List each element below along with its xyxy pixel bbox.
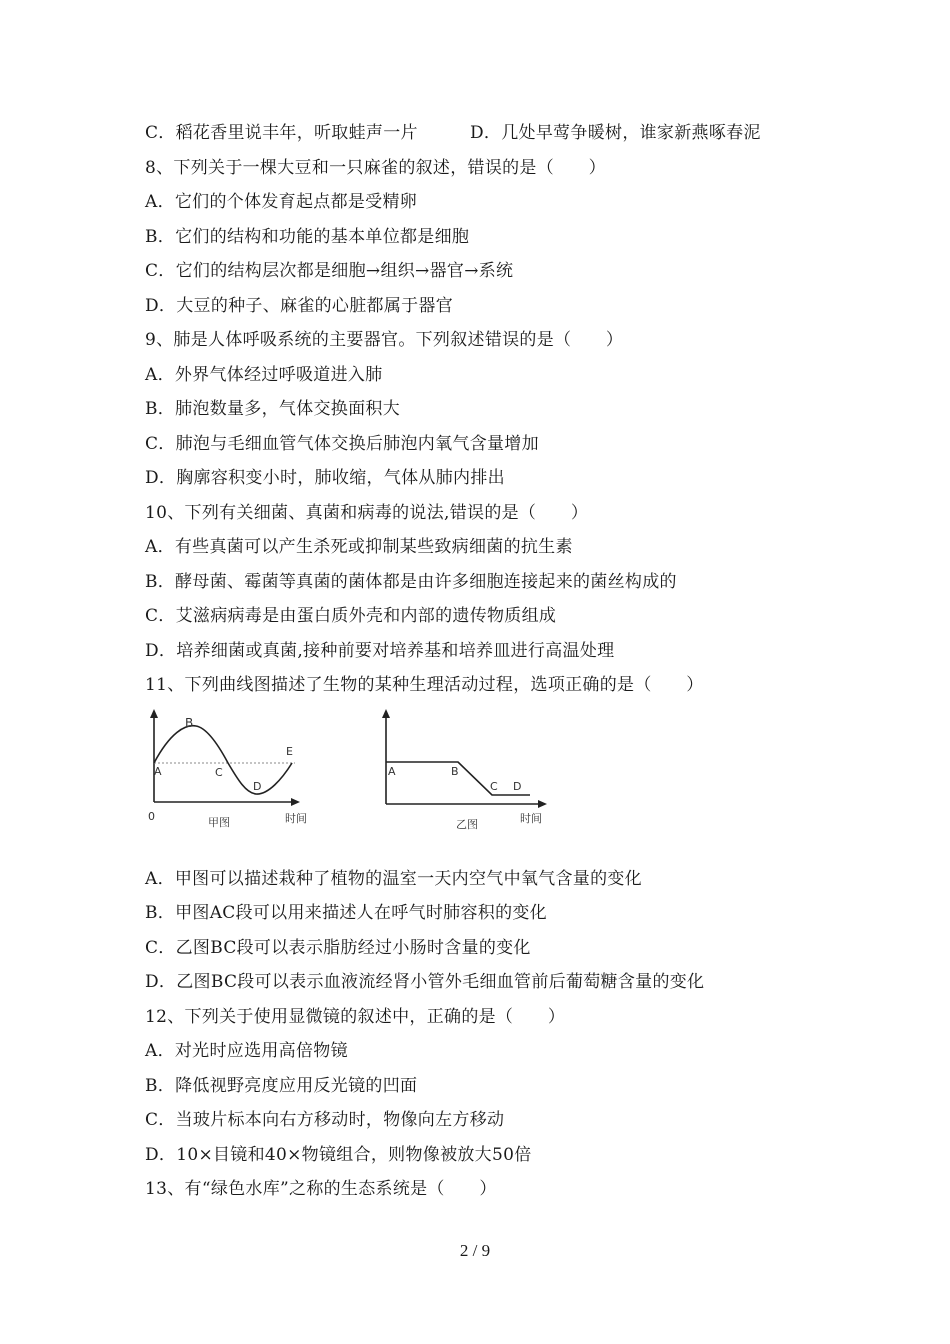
q8-stem: 8、下列关于一棵大豆和一只麻雀的叙述，错误的是（ ） <box>145 158 606 178</box>
jia-caption: 甲图 <box>208 816 230 829</box>
jia-x-arrow <box>291 798 300 806</box>
q10-option-c: C．艾滋病病毒是由蛋白质外壳和内部的遗传物质组成 <box>145 606 557 626</box>
yi-x-arrow <box>538 800 547 808</box>
yi-point-b: B <box>451 765 459 778</box>
q11-option-b: B．甲图AC段可以用来描述人在呼气时肺容积的变化 <box>145 903 547 923</box>
q12-option-c: C．当玻片标本向右方移动时，物像向左方移动 <box>145 1110 505 1130</box>
q11-option-c: C．乙图BC段可以表示脂肪经过小肠时含量的变化 <box>145 938 531 958</box>
q7-option-c: C．稻花香里说丰年，听取蛙声一片 <box>145 123 418 143</box>
graph-yi <box>382 709 547 831</box>
jia-origin: 0 <box>148 810 155 823</box>
q9-option-a: A．外界气体经过呼吸道进入肺 <box>145 365 383 385</box>
q7-option-d: D．几处早莺争暖树，谁家新燕啄春泥 <box>470 123 761 143</box>
jia-point-e: E <box>286 745 293 758</box>
q13-stem: 13、有“绿色水库”之称的生态系统是（ ） <box>145 1179 497 1199</box>
jia-point-b: B <box>185 716 194 730</box>
jia-curve <box>154 726 292 794</box>
jia-point-a: A <box>154 765 162 778</box>
q8-option-b: B．它们的结构和功能的基本单位都是细胞 <box>145 227 470 247</box>
yi-y-arrow <box>382 709 390 718</box>
q9-option-b: B．肺泡数量多，气体交换面积大 <box>145 399 400 419</box>
yi-point-a: A <box>388 765 396 778</box>
q11-option-d: D．乙图BC段可以表示血液流经肾小管外毛细血管前后葡萄糖含量的变化 <box>145 972 705 992</box>
q9-option-d: D．胸廓容积变小时，肺收缩，气体从肺内排出 <box>145 468 505 488</box>
jia-y-arrow <box>150 709 158 718</box>
q11-stem: 11、下列曲线图描述了生物的某种生理活动过程，选项正确的是（ ） <box>145 675 704 695</box>
jia-x-label: 时间 <box>285 812 307 825</box>
page-number: 2 / 9 <box>459 1241 491 1260</box>
jia-point-c: C <box>215 766 223 779</box>
q11-option-a: A．甲图可以描述栽种了植物的温室一天内空气中氧气含量的变化 <box>145 869 642 889</box>
q11-curve-figure <box>140 700 570 835</box>
q9-option-c: C．肺泡与毛细血管气体交换后肺泡内氧气含量增加 <box>145 434 539 454</box>
q12-option-d: D．10×目镜和40×物镜组合，则物像被放大50倍 <box>145 1145 532 1165</box>
q10-option-b: B．酵母菌、霉菌等真菌的菌体都是由许多细胞连接起来的菌丝构成的 <box>145 572 677 592</box>
jia-point-d: D <box>253 780 262 793</box>
q8-option-a: A．它们的个体发育起点都是受精卵 <box>145 192 418 212</box>
graph-jia <box>148 709 307 829</box>
q10-option-d: D．培养细菌或真菌,接种前要对培养基和培养皿进行高温处理 <box>145 641 615 661</box>
q8-option-c: C．它们的结构层次都是细胞→组织→器官→系统 <box>145 261 514 281</box>
q8-option-d: D．大豆的种子、麻雀的心脏都属于器官 <box>145 296 454 316</box>
yi-point-c: C <box>490 780 498 793</box>
yi-caption: 乙图 <box>456 818 478 831</box>
q12-option-a: A．对光时应选用高倍物镜 <box>145 1041 348 1061</box>
q12-stem: 12、下列关于使用显微镜的叙述中，正确的是（ ） <box>145 1007 566 1027</box>
yi-x-label: 时间 <box>520 812 542 825</box>
q9-stem: 9、肺是人体呼吸系统的主要器官。下列叙述错误的是（ ） <box>145 330 624 350</box>
q10-option-a: A．有些真菌可以产生杀死或抑制某些致病细菌的抗生素 <box>145 537 573 557</box>
q10-stem: 10、下列有关细菌、真菌和病毒的说法,错误的是（ ） <box>145 503 589 523</box>
yi-point-d: D <box>513 780 522 793</box>
q12-option-b: B．降低视野亮度应用反光镜的凹面 <box>145 1076 418 1096</box>
